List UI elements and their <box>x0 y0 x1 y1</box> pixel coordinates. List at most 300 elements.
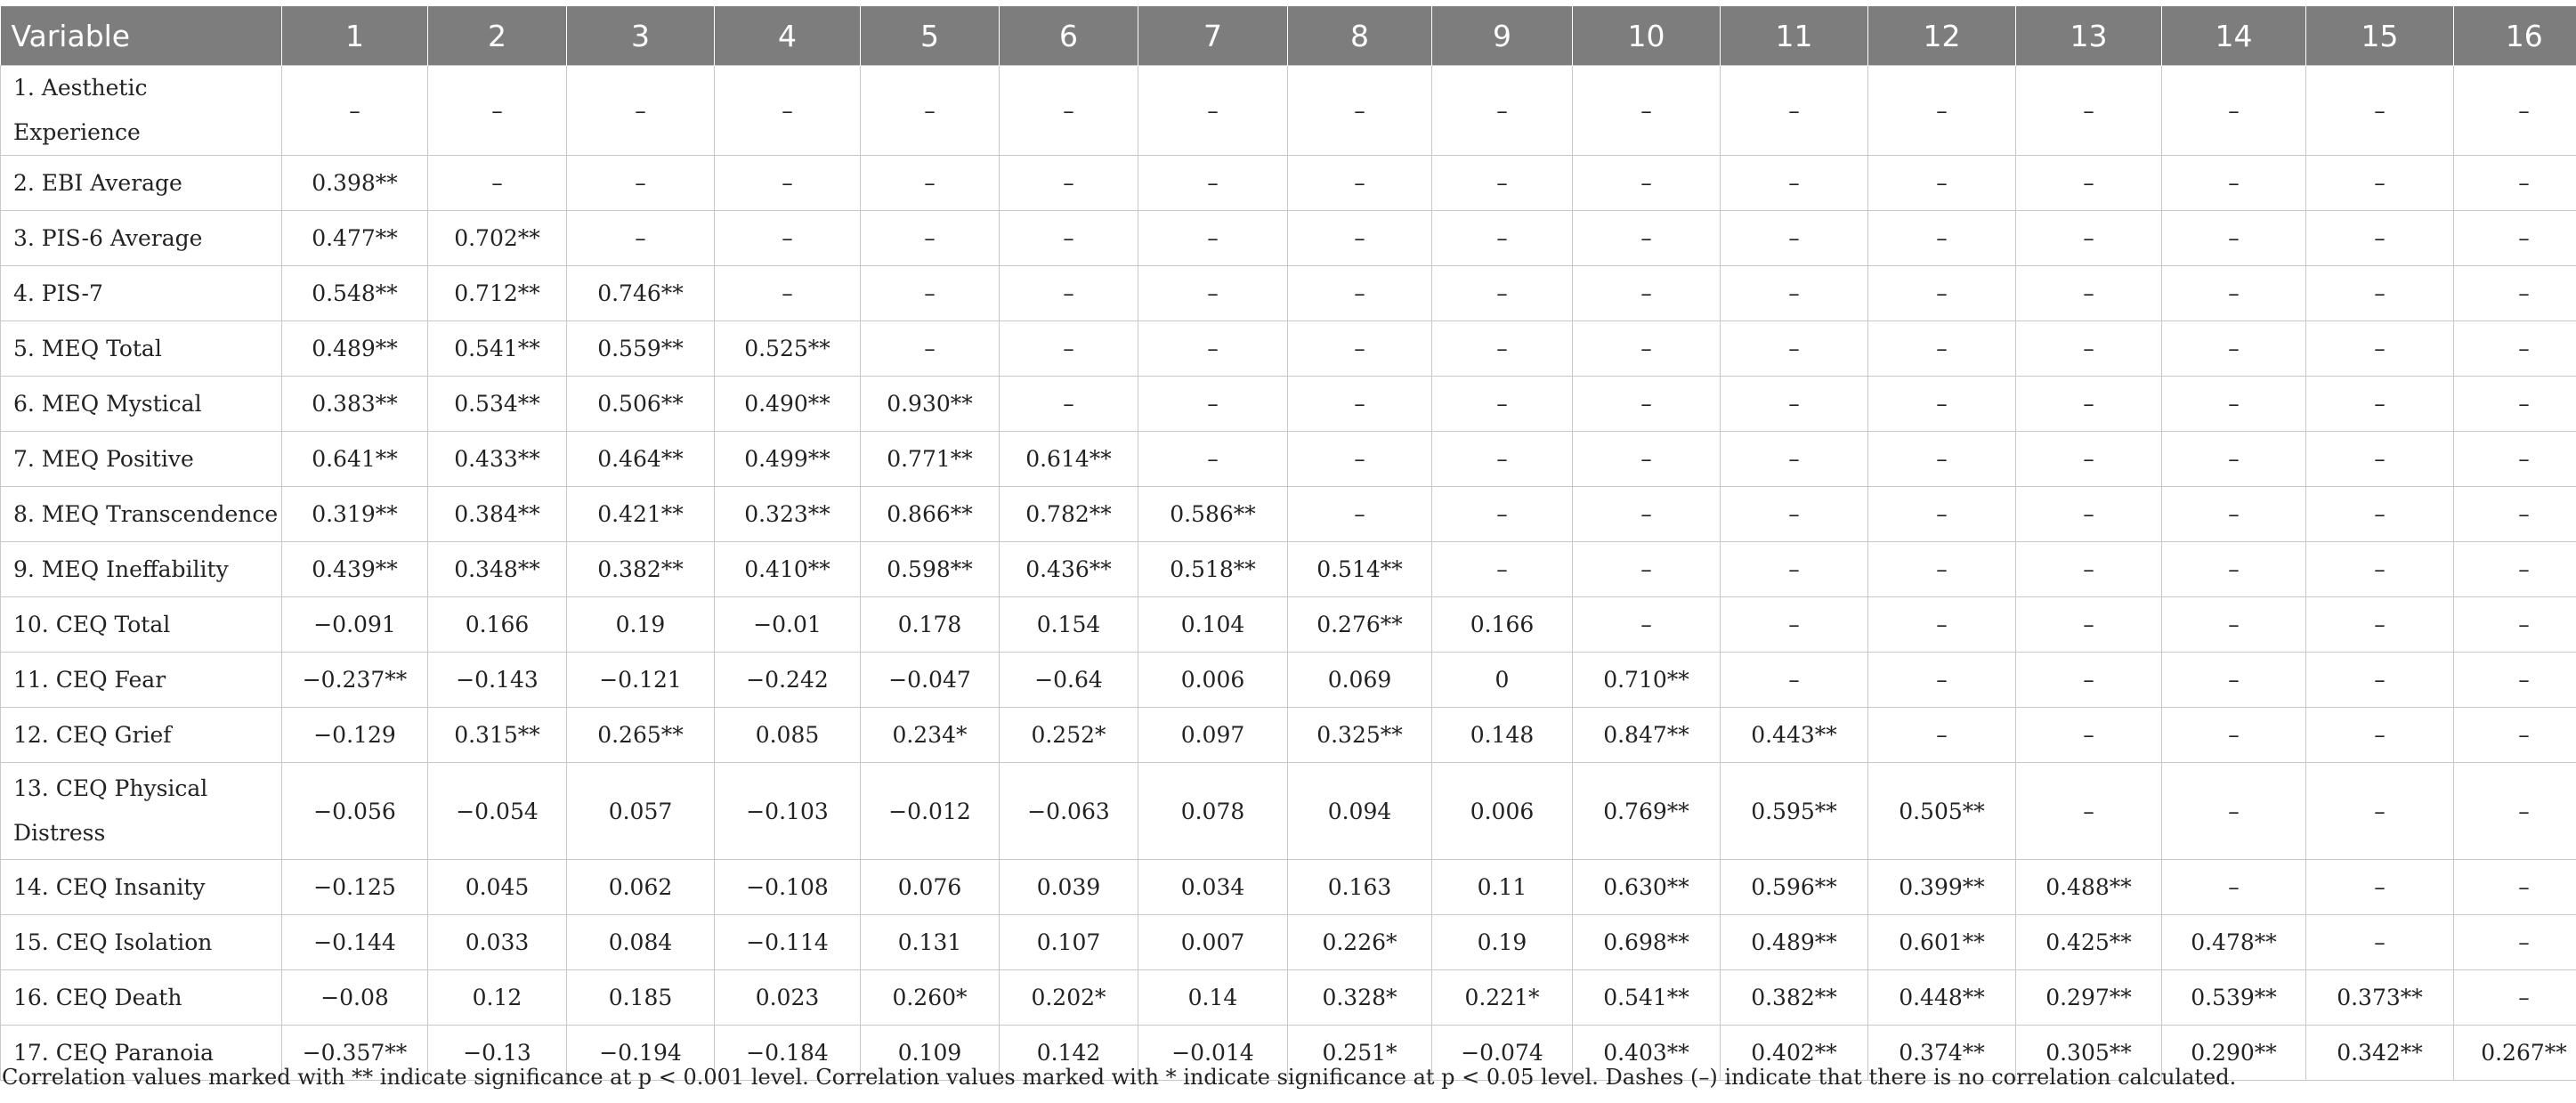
table-cell: 0.489** <box>282 321 428 377</box>
table-cell: 0.290** <box>2162 1026 2306 1081</box>
table-cell: – <box>1000 156 1138 211</box>
table-cell: – <box>1138 432 1288 487</box>
table-cell: – <box>2306 487 2454 542</box>
table-cell: – <box>2162 597 2306 653</box>
table-cell: 0.062 <box>567 860 715 915</box>
table-cell: – <box>1721 377 1868 432</box>
table-cell: – <box>2016 542 2162 597</box>
table-cell: – <box>1138 156 1288 211</box>
table-cell: 0.596** <box>1721 860 1868 915</box>
table-cell: – <box>2016 708 2162 763</box>
table-cell: – <box>2016 432 2162 487</box>
table-cell: – <box>2454 860 2576 915</box>
table-cell: – <box>2454 970 2576 1026</box>
table-cell: – <box>2454 156 2576 211</box>
row-label: 9. MEQ Ineffability <box>1 542 282 597</box>
table-cell: – <box>2454 432 2576 487</box>
table-cell: – <box>567 66 715 156</box>
table-row <box>1 66 2576 156</box>
table-cell: – <box>2454 321 2576 377</box>
table-cell: −0.237** <box>282 653 428 708</box>
row-label: 7. MEQ Positive <box>1 432 282 487</box>
table-cell: – <box>428 66 567 156</box>
table-cell: – <box>2306 653 2454 708</box>
table-cell: – <box>1573 432 1721 487</box>
row-label: 12. CEQ Grief <box>1 708 282 763</box>
table-cell: 0.252* <box>1000 708 1138 763</box>
table-cell: – <box>1432 156 1573 211</box>
table-cell: −0.143 <box>428 653 567 708</box>
table-cell: – <box>1000 377 1138 432</box>
table-cell: – <box>282 66 428 156</box>
table-cell: – <box>1000 211 1138 266</box>
table-cell: 0.490** <box>715 377 861 432</box>
table-cell: 0.078 <box>1138 763 1288 860</box>
table-cell: 0.131 <box>861 915 1000 970</box>
table-cell: – <box>2162 542 2306 597</box>
header-col: 2 <box>428 6 567 66</box>
table-footnote: Correlation values marked with ** indicate significance at p < 0.001 level. Correlation values marked with * indicate significance at p < 0.05 level. Dashes (–) indicate that there is no correlation calculated. <box>2 1065 2237 1090</box>
table-cell: 0.448** <box>1868 970 2016 1026</box>
table-cell: – <box>1573 542 1721 597</box>
table-cell: 0.541** <box>428 321 567 377</box>
table-cell: – <box>861 211 1000 266</box>
table-cell: – <box>1721 156 1868 211</box>
table-cell: – <box>2016 487 2162 542</box>
table-cell: – <box>1868 377 2016 432</box>
table-cell: 0.595** <box>1721 763 1868 860</box>
row-label: 8. MEQ Transcendence <box>1 487 282 542</box>
header-col: 5 <box>861 6 1000 66</box>
table-cell: – <box>1573 377 1721 432</box>
table-cell: – <box>2162 708 2306 763</box>
table-cell: – <box>2162 487 2306 542</box>
table-cell: 0.348** <box>428 542 567 597</box>
table-cell: 0.109 <box>861 1026 1000 1081</box>
table-cell: 0.142 <box>1000 1026 1138 1081</box>
table-cell: 0.443** <box>1721 708 1868 763</box>
table-cell: – <box>1721 321 1868 377</box>
table-cell: 0.085 <box>715 708 861 763</box>
row-label: 1. Aesthetic Experience <box>1 66 282 156</box>
table-cell: – <box>1573 211 1721 266</box>
table-cell: – <box>2306 860 2454 915</box>
table-cell: – <box>861 156 1000 211</box>
table-cell: 0.19 <box>1432 915 1573 970</box>
table-cell: 0.421** <box>567 487 715 542</box>
table-cell: – <box>2162 377 2306 432</box>
table-cell: – <box>2162 66 2306 156</box>
table-cell: 0.276** <box>1288 597 1432 653</box>
header-col: 7 <box>1138 6 1288 66</box>
table-cell: – <box>2016 377 2162 432</box>
table-cell: 0.698** <box>1573 915 1721 970</box>
table-cell: −0.194 <box>567 1026 715 1081</box>
table-cell: – <box>1288 321 1432 377</box>
table-cell: – <box>1138 266 1288 321</box>
table-cell: 0.506** <box>567 377 715 432</box>
table-cell: – <box>1432 432 1573 487</box>
table-cell: 0.614** <box>1000 432 1138 487</box>
table-cell: – <box>1288 432 1432 487</box>
table-cell: 0.154 <box>1000 597 1138 653</box>
table-cell: – <box>1868 653 2016 708</box>
table-cell: – <box>2306 377 2454 432</box>
table-cell: – <box>861 66 1000 156</box>
table-cell: – <box>1868 708 2016 763</box>
table-cell: −0.125 <box>282 860 428 915</box>
table-cell: – <box>2162 763 2306 860</box>
table-cell: – <box>1868 66 2016 156</box>
table-row <box>1 860 2576 915</box>
table-cell: 0.489** <box>1721 915 1868 970</box>
table-cell: −0.047 <box>861 653 1000 708</box>
table-cell: 0.006 <box>1138 653 1288 708</box>
table-cell: – <box>2016 266 2162 321</box>
table-cell: −0.129 <box>282 708 428 763</box>
table-cell: 0.433** <box>428 432 567 487</box>
table-cell: 0.436** <box>1000 542 1138 597</box>
table-cell: – <box>2162 653 2306 708</box>
table-cell: – <box>1288 66 1432 156</box>
table-cell: 0.384** <box>428 487 567 542</box>
header-col: 3 <box>567 6 715 66</box>
table-row <box>1 653 2576 708</box>
table-cell: – <box>1000 66 1138 156</box>
table-cell: – <box>1432 321 1573 377</box>
table-row <box>1 321 2576 377</box>
table-cell: – <box>2016 321 2162 377</box>
header-col: 4 <box>715 6 861 66</box>
table-cell: – <box>2306 321 2454 377</box>
table-cell: – <box>2306 915 2454 970</box>
table-cell: 0.559** <box>567 321 715 377</box>
table-cell: 0.328* <box>1288 970 1432 1026</box>
table-cell: −0.08 <box>282 970 428 1026</box>
table-cell: −0.242 <box>715 653 861 708</box>
table-cell: 0.084 <box>567 915 715 970</box>
table-cell: – <box>1432 487 1573 542</box>
header-col: 13 <box>2016 6 2162 66</box>
table-cell: – <box>1138 66 1288 156</box>
table-cell: −0.144 <box>282 915 428 970</box>
table-cell: – <box>2162 211 2306 266</box>
table-cell: – <box>1573 487 1721 542</box>
row-label: 17. CEQ Paranoia <box>1 1026 282 1081</box>
header-row <box>1 6 2576 66</box>
table-cell: 0.034 <box>1138 860 1288 915</box>
table-cell: 0.178 <box>861 597 1000 653</box>
table-cell: – <box>1432 211 1573 266</box>
table-row <box>1 763 2576 860</box>
table-cell: 0.325** <box>1288 708 1432 763</box>
table-cell: 0.478** <box>2162 915 2306 970</box>
table-cell: – <box>1432 377 1573 432</box>
header-col: 1 <box>282 6 428 66</box>
table-cell: – <box>1721 266 1868 321</box>
row-label: 6. MEQ Mystical <box>1 377 282 432</box>
table-cell: 0.601** <box>1868 915 2016 970</box>
table-cell: – <box>567 156 715 211</box>
table-cell: – <box>1432 66 1573 156</box>
table-cell: 0.166 <box>428 597 567 653</box>
table-cell: – <box>2306 708 2454 763</box>
table-cell: – <box>567 211 715 266</box>
table-cell: – <box>861 321 1000 377</box>
table-cell: 0.076 <box>861 860 1000 915</box>
table-cell: −0.64 <box>1000 653 1138 708</box>
table-cell: – <box>2162 156 2306 211</box>
table-cell: 0.464** <box>567 432 715 487</box>
table-cell: – <box>1868 266 2016 321</box>
table-cell: 0.398** <box>282 156 428 211</box>
table-cell: 0.525** <box>715 321 861 377</box>
table-cell: 0.104 <box>1138 597 1288 653</box>
table-cell: – <box>1288 266 1432 321</box>
table-cell: – <box>2454 377 2576 432</box>
table-cell: – <box>2016 597 2162 653</box>
table-cell: – <box>2306 763 2454 860</box>
header-col: 15 <box>2306 6 2454 66</box>
table-cell: 0.006 <box>1432 763 1573 860</box>
table-cell: – <box>861 266 1000 321</box>
table-cell: – <box>1288 377 1432 432</box>
table-cell: – <box>1432 542 1573 597</box>
table-cell: – <box>1868 432 2016 487</box>
table-cell: – <box>2454 708 2576 763</box>
table-cell: 0.866** <box>861 487 1000 542</box>
table-cell: 0.514** <box>1288 542 1432 597</box>
table-cell: 0.534** <box>428 377 567 432</box>
table-cell: 0.382** <box>1721 970 1868 1026</box>
table-cell: −0.063 <box>1000 763 1138 860</box>
table-cell: – <box>1432 266 1573 321</box>
table-cell: – <box>2016 211 2162 266</box>
table-cell: – <box>1868 597 2016 653</box>
table-cell: 0.12 <box>428 970 567 1026</box>
table-cell: – <box>1721 597 1868 653</box>
table-cell: 0.342** <box>2306 1026 2454 1081</box>
header-variable: Variable <box>1 6 282 66</box>
table-cell: – <box>1721 66 1868 156</box>
table-cell: 0.234* <box>861 708 1000 763</box>
row-label: 13. CEQ Physical Distress <box>1 763 282 860</box>
table-cell: −0.357** <box>282 1026 428 1081</box>
table-cell: – <box>2306 597 2454 653</box>
table-cell: 0.383** <box>282 377 428 432</box>
table-cell: 0.007 <box>1138 915 1288 970</box>
table-cell: – <box>1138 321 1288 377</box>
table-cell: 0.039 <box>1000 860 1138 915</box>
table-cell: 0.374** <box>1868 1026 2016 1081</box>
table-cell: −0.13 <box>428 1026 567 1081</box>
table-cell: 0.399** <box>1868 860 2016 915</box>
table-cell: 0.477** <box>282 211 428 266</box>
table-cell: 0.373** <box>2306 970 2454 1026</box>
row-label: 11. CEQ Fear <box>1 653 282 708</box>
table-cell: 0.782** <box>1000 487 1138 542</box>
table-cell: 0.19 <box>567 597 715 653</box>
table-cell: 0.107 <box>1000 915 1138 970</box>
table-cell: 0.023 <box>715 970 861 1026</box>
table-cell: −0.014 <box>1138 1026 1288 1081</box>
table-cell: 0.641** <box>282 432 428 487</box>
row-label: 15. CEQ Isolation <box>1 915 282 970</box>
row-label: 10. CEQ Total <box>1 597 282 653</box>
table-cell: 0.539** <box>2162 970 2306 1026</box>
table-cell: – <box>1573 597 1721 653</box>
table-cell: 0 <box>1432 653 1573 708</box>
table-row <box>1 708 2576 763</box>
table-cell: −0.114 <box>715 915 861 970</box>
correlation-table <box>0 6 2576 1081</box>
table-cell: – <box>2162 321 2306 377</box>
table-cell: – <box>1573 266 1721 321</box>
table-cell: – <box>1573 66 1721 156</box>
table-cell: 0.402** <box>1721 1026 1868 1081</box>
header-col: 6 <box>1000 6 1138 66</box>
table-cell: 0.518** <box>1138 542 1288 597</box>
table-cell: 0.710** <box>1573 653 1721 708</box>
table-cell: 0.712** <box>428 266 567 321</box>
table-cell: −0.103 <box>715 763 861 860</box>
table-cell: – <box>715 211 861 266</box>
table-cell: 0.488** <box>2016 860 2162 915</box>
table-cell: 0.598** <box>861 542 1000 597</box>
table-cell: – <box>1573 156 1721 211</box>
table-cell: 0.410** <box>715 542 861 597</box>
table-cell: – <box>428 156 567 211</box>
table-row <box>1 266 2576 321</box>
table-cell: 0.033 <box>428 915 567 970</box>
table-cell: – <box>1868 542 2016 597</box>
table-cell: – <box>2016 66 2162 156</box>
table-cell: 0.267** <box>2454 1026 2576 1081</box>
table-cell: – <box>2306 66 2454 156</box>
row-label: 5. MEQ Total <box>1 321 282 377</box>
table-cell: – <box>1288 487 1432 542</box>
table-cell: – <box>1868 321 2016 377</box>
table-cell: 0.221* <box>1432 970 1573 1026</box>
table-cell: 0.069 <box>1288 653 1432 708</box>
table-cell: 0.439** <box>282 542 428 597</box>
table-cell: 0.097 <box>1138 708 1288 763</box>
header-col: 11 <box>1721 6 1868 66</box>
table-cell: 0.202* <box>1000 970 1138 1026</box>
table-cell: 0.166 <box>1432 597 1573 653</box>
table-cell: – <box>1288 211 1432 266</box>
table-row <box>1 915 2576 970</box>
table-cell: −0.074 <box>1432 1026 1573 1081</box>
table-cell: 0.702** <box>428 211 567 266</box>
table-cell: 0.251* <box>1288 1026 1432 1081</box>
table-cell: 0.315** <box>428 708 567 763</box>
row-label: 4. PIS-7 <box>1 266 282 321</box>
table-cell: – <box>1868 211 2016 266</box>
table-cell: – <box>2454 915 2576 970</box>
table-cell: 0.586** <box>1138 487 1288 542</box>
table-row <box>1 156 2576 211</box>
table-cell: – <box>2306 156 2454 211</box>
table-cell: −0.012 <box>861 763 1000 860</box>
table-cell: – <box>1573 321 1721 377</box>
table-cell: – <box>2454 763 2576 860</box>
table-cell: – <box>2162 266 2306 321</box>
table-cell: 0.505** <box>1868 763 2016 860</box>
table-row <box>1 597 2576 653</box>
table-cell: – <box>1868 487 2016 542</box>
table-cell: – <box>2454 597 2576 653</box>
table-row <box>1 970 2576 1026</box>
table-cell: 0.630** <box>1573 860 1721 915</box>
table-cell: – <box>2454 542 2576 597</box>
table-cell: – <box>1000 266 1138 321</box>
table-cell: 0.499** <box>715 432 861 487</box>
table-cell: – <box>2016 653 2162 708</box>
table-cell: 0.163 <box>1288 860 1432 915</box>
table-cell: 0.746** <box>567 266 715 321</box>
table-cell: – <box>2306 432 2454 487</box>
table-cell: 0.403** <box>1573 1026 1721 1081</box>
table-row <box>1 432 2576 487</box>
table-cell: −0.054 <box>428 763 567 860</box>
table-cell: – <box>1721 487 1868 542</box>
table-cell: – <box>1721 211 1868 266</box>
table-cell: 0.148 <box>1432 708 1573 763</box>
table-cell: – <box>1138 377 1288 432</box>
table-cell: – <box>1721 432 1868 487</box>
table-row <box>1 487 2576 542</box>
table-cell: 0.541** <box>1573 970 1721 1026</box>
table-cell: – <box>2306 542 2454 597</box>
table-cell: – <box>2454 66 2576 156</box>
table-cell: 0.260* <box>861 970 1000 1026</box>
table-cell: 0.930** <box>861 377 1000 432</box>
table-cell: 0.11 <box>1432 860 1573 915</box>
table-cell: 0.185 <box>567 970 715 1026</box>
table-cell: – <box>2016 156 2162 211</box>
table-cell: – <box>715 66 861 156</box>
table-cell: 0.297** <box>2016 970 2162 1026</box>
table-cell: – <box>2454 487 2576 542</box>
table-cell: 0.045 <box>428 860 567 915</box>
table-cell: 0.226* <box>1288 915 1432 970</box>
table-cell: – <box>715 266 861 321</box>
table-row <box>1 211 2576 266</box>
header-col: 14 <box>2162 6 2306 66</box>
table-cell: – <box>2306 211 2454 266</box>
table-cell: – <box>2454 653 2576 708</box>
row-label: 16. CEQ Death <box>1 970 282 1026</box>
table-cell: – <box>1288 156 1432 211</box>
table-cell: 0.548** <box>282 266 428 321</box>
table-cell: – <box>2454 211 2576 266</box>
table-cell: – <box>2162 432 2306 487</box>
row-label: 3. PIS-6 Average <box>1 211 282 266</box>
table-cell: – <box>1721 653 1868 708</box>
table-cell: 0.771** <box>861 432 1000 487</box>
table-cell: – <box>2306 266 2454 321</box>
table-cell: – <box>1721 542 1868 597</box>
table-cell: 0.847** <box>1573 708 1721 763</box>
header-col: 12 <box>1868 6 2016 66</box>
table-cell: −0.121 <box>567 653 715 708</box>
table-cell: −0.184 <box>715 1026 861 1081</box>
header-col: 10 <box>1573 6 1721 66</box>
table-cell: 0.319** <box>282 487 428 542</box>
table-row <box>1 542 2576 597</box>
table-cell: 0.094 <box>1288 763 1432 860</box>
